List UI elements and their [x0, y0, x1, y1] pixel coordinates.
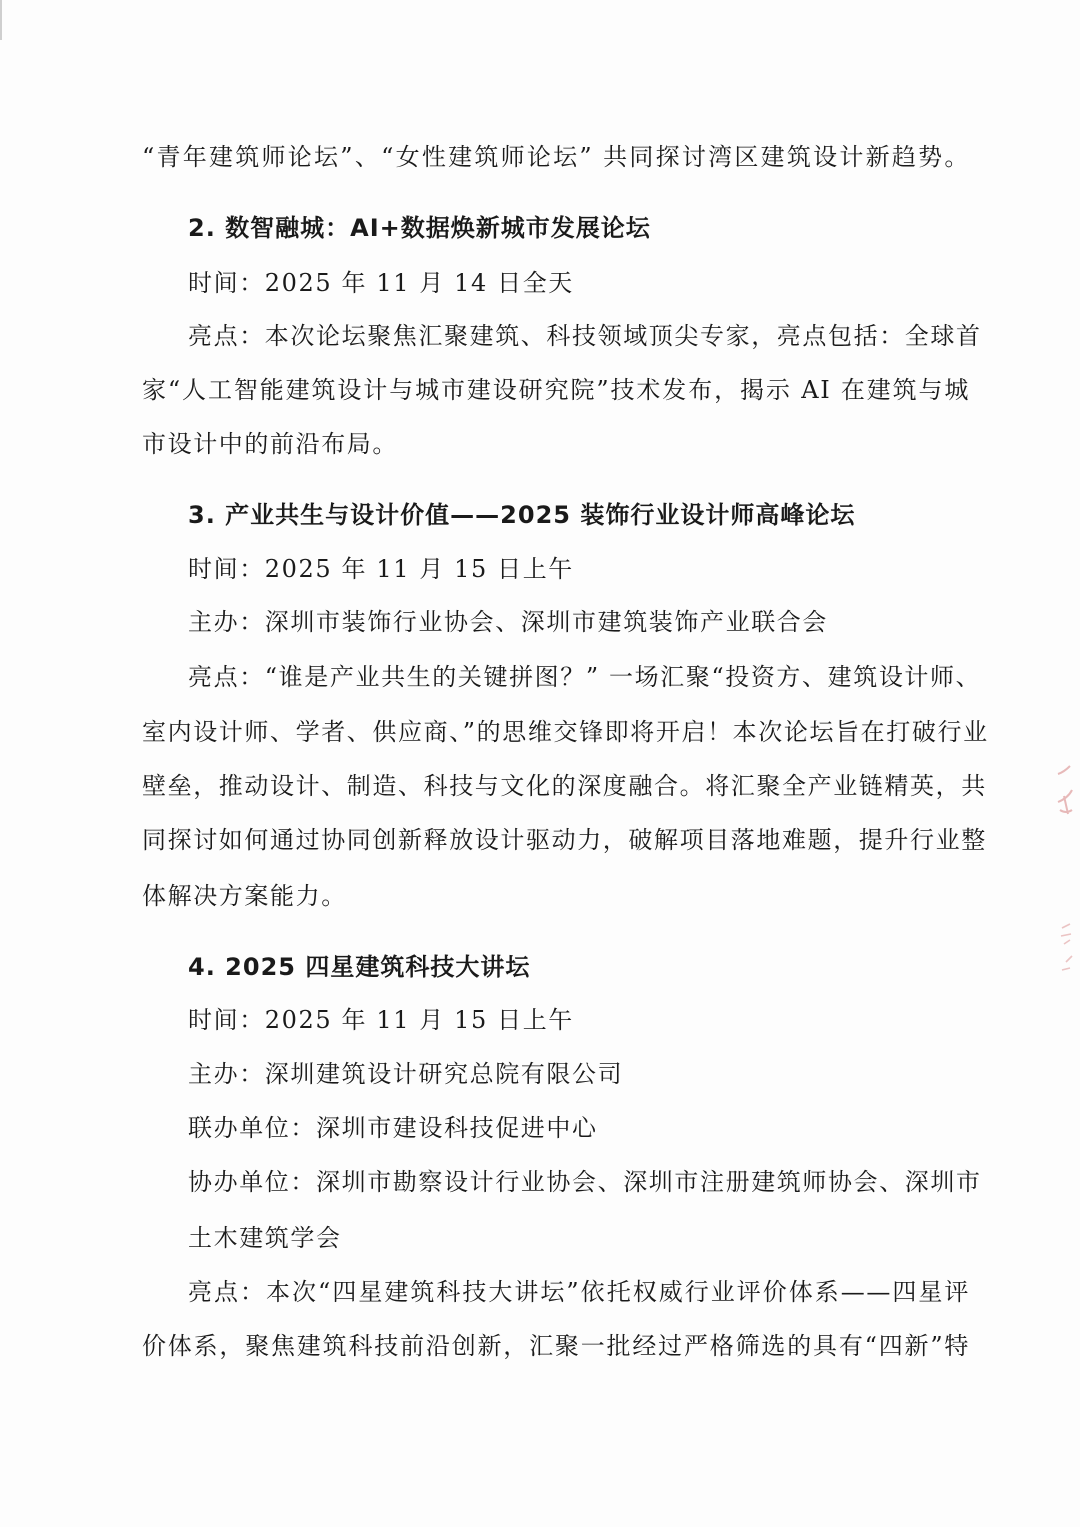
assisting-organizer-line: 土木建筑学会 — [188, 1224, 342, 1252]
co-organizer-line: 联办单位：深圳市建设科技促进中心 — [188, 1114, 598, 1142]
assisting-organizer-line: 协办单位：深圳市勘察设计行业协会、深圳市注册建筑师协会、深圳市 — [188, 1168, 982, 1196]
time-line: 时间：2025 年 11 月 15 日上午 — [188, 1006, 574, 1034]
section-heading-2: 2. 数智融城：AI+数据焕新城市发展论坛 — [188, 214, 651, 242]
paragraph-line: 室内设计师、学者、供应商、”的思维交锋即将开启！本次论坛旨在打破行业 — [142, 718, 989, 746]
paragraph-line: 价体系，聚焦建筑科技前沿创新，汇聚一批经过严格筛选的具有“四新”特 — [142, 1332, 970, 1360]
paragraph-line: 亮点：“谁是产业共生的关键拼图？” 一场汇聚“投资方、建筑设计师、 — [188, 663, 982, 691]
section-heading-4: 4. 2025 四星建筑科技大讲坛 — [188, 953, 531, 981]
paragraph-line: 亮点：本次“四星建筑科技大讲坛”依托权威行业评价体系——四星评 — [188, 1278, 970, 1306]
time-line: 时间：2025 年 11 月 14 日全天 — [188, 269, 574, 297]
organizer-line: 主办：深圳市装饰行业协会、深圳市建筑装饰产业联合会 — [188, 608, 828, 636]
paragraph-line: “青年建筑师论坛”、“女性建筑师论坛” 共同探讨湾区建筑设计新趋势。 — [142, 143, 970, 171]
scan-edge-mark — [0, 0, 2, 40]
paragraph-line: 亮点：本次论坛聚焦汇聚建筑、科技领域顶尖专家，亮点包括：全球首 — [188, 322, 982, 350]
paragraph-line: 同探讨如何通过协同创新释放设计驱动力，破解项目落地难题，提升行业整 — [142, 826, 987, 854]
paragraph-line: 家“人工智能建筑设计与城市建设研究院”技术发布，揭示 AI 在建筑与城 — [142, 376, 970, 404]
time-line: 时间：2025 年 11 月 15 日上午 — [188, 555, 574, 583]
stamp-fragment — [1052, 760, 1080, 980]
paragraph-line: 市设计中的前沿布局。 — [142, 430, 398, 458]
organizer-line: 主办：深圳建筑设计研究总院有限公司 — [188, 1060, 624, 1088]
paragraph-line: 体解决方案能力。 — [142, 882, 347, 910]
section-heading-3: 3. 产业共生与设计价值——2025 装饰行业设计师高峰论坛 — [188, 501, 856, 529]
paragraph-line: 壁垒，推动设计、制造、科技与文化的深度融合。将汇聚全产业链精英，共 — [142, 772, 987, 800]
